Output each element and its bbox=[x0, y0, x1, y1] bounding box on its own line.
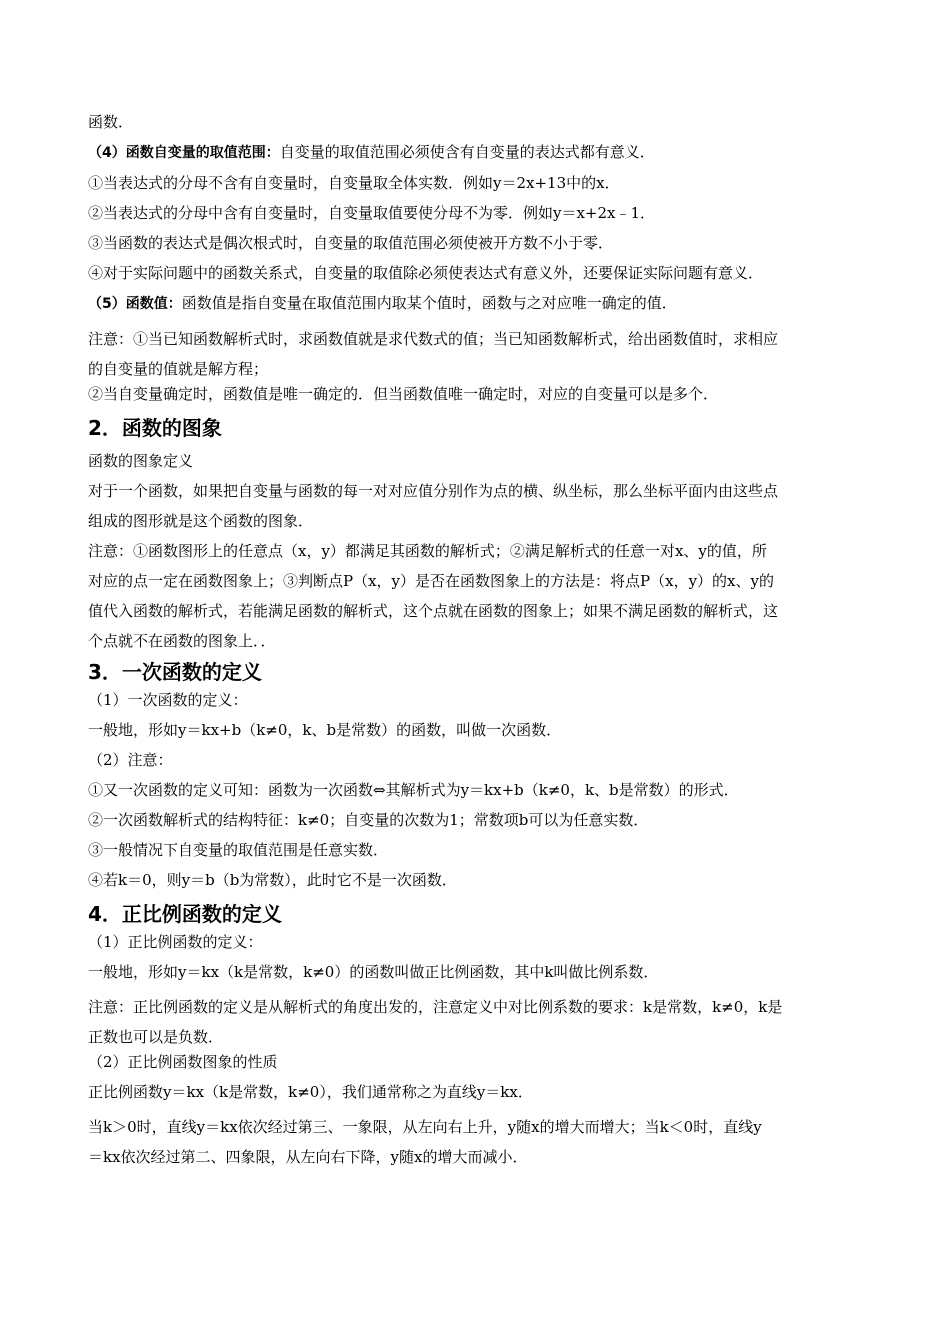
document-page bbox=[88, 112, 868, 1172]
sec2-note-line-3: 值代入函数的解析式，若能满足函数的解析式，这个点就在函数的图象上；如果不满足函数的解析式，这 bbox=[88, 602, 779, 620]
sec2-def-line-1: 对于一个函数，如果把自变量与函数的每一对对应值分别作为点的横、纵坐标，那么坐标平面内由这些点 bbox=[88, 482, 779, 500]
sec1-p5-text: 函数值是指自变量在取值范围内取某个值时，函数与之对应唯一确定的值． bbox=[181, 294, 677, 312]
sec2-def-line-2: 组成的图形就是这个函数的图象． bbox=[88, 512, 314, 530]
sec2-note-line-4: 个点就不在函数的图象上．． bbox=[88, 632, 276, 650]
sec3-title: 3．一次函数的定义 bbox=[88, 660, 262, 684]
sec3-item-4: ④若k＝0，则y＝b（b为常数），此时它不是一次函数． bbox=[88, 871, 457, 889]
sec2-note-line-2: 对应的点一定在函数图象上；③判断点P（x，y）是否在函数图象上的方法是：将点P（x，y）的x、y的 bbox=[88, 572, 774, 590]
sec4-note-line-2: 正数也可以是负数． bbox=[88, 1028, 224, 1046]
sec4-sub-2: （2）正比例函数图象的性质 bbox=[88, 1053, 278, 1071]
sec1-note bbox=[88, 324, 868, 384]
sec3-sub-2: （2）注意： bbox=[88, 751, 173, 769]
sec4-prop-2-line-2: ＝kx依次经过第二、四象限，从左向右下降，y随x的增大而减小． bbox=[88, 1148, 528, 1166]
sec4-prop-1: 正比例函数y＝kx（k是常数，k≠0），我们通常称之为直线y＝kx． bbox=[88, 1083, 533, 1101]
sec1-note-line-2: 的自变量的值就是解方程； bbox=[88, 360, 269, 378]
sec2-body bbox=[88, 446, 868, 656]
sec1-item-3: ③当函数的表达式是偶次根式时，自变量的取值范围必须使被开方数不小于零． bbox=[88, 234, 614, 252]
sec1-p5-heading: （5）函数值： bbox=[88, 296, 182, 312]
sec2-note-line-1: 注意：①函数图形上的任意点（x，y）都满足其函数的解析式；②满足解析式的任意一对x、y的值，所 bbox=[88, 542, 767, 560]
intro-continuation: 函数． bbox=[88, 113, 134, 131]
sec1-item-4: ④对于实际问题中的函数关系式，自变量的取值除必须使表达式有意义外，还要保证实际问题有意义． bbox=[88, 264, 764, 282]
sec1-item-1: ①当表达式的分母不含有自变量时，自变量取全体实数．例如y＝2x+13中的x． bbox=[88, 174, 620, 192]
sec2-title: 2．函数的图象 bbox=[88, 416, 222, 440]
sec1-p4-heading: （4）函数自变量的取值范围： bbox=[88, 145, 280, 161]
sec1-note-line-1: 注意：①当已知函数解析式时，求函数值就是求代数式的值；当已知函数解析式，给出函数值时，求相应 bbox=[88, 330, 779, 348]
sec4-title: 4．正比例函数的定义 bbox=[88, 902, 282, 926]
sec3-def: 一般地，形如y＝kx+b（k≠0，k、b是常数）的函数，叫做一次函数． bbox=[88, 721, 562, 739]
sec1-item-2: ②当表达式的分母中含有自变量时，自变量取值要使分母不为零．例如y＝x+2x﹣1． bbox=[88, 204, 656, 222]
sec1-note-item-2: ②当自变量确定时，函数值是唯一确定的．但当函数值唯一确定时，对应的自变量可以是多个． bbox=[88, 385, 719, 403]
sec4-note bbox=[88, 992, 868, 1052]
sec4-sub-1: （1）正比例函数的定义： bbox=[88, 933, 263, 951]
sec4-def: 一般地，形如y＝kx（k是常数，k≠0）的函数叫做正比例函数，其中k叫做比例系数． bbox=[88, 963, 659, 981]
sec1-p5 bbox=[88, 293, 868, 315]
sec1-p4 bbox=[88, 142, 868, 164]
sec3-item-3: ③一般情况下自变量的取值范围是任意实数． bbox=[88, 841, 389, 859]
sec4-prop-2-line-1: 当k＞0时，直线y＝kx依次经过第三、一象限，从左向右上升，y随x的增大而增大；当k＜0时，直线y bbox=[88, 1118, 762, 1136]
sec3-sub-1: （1）一次函数的定义： bbox=[88, 691, 248, 709]
sec3-item-1: ①又一次函数的定义可知：函数为一次函数⇔其解析式为y＝kx+b（k≠0，k、b是常数）的形式． bbox=[88, 781, 739, 799]
sec3-item-2: ②一次函数解析式的结构特征：k≠0；自变量的次数为1；常数项b可以为任意实数． bbox=[88, 811, 649, 829]
sec4-note-line-1: 注意：正比例函数的定义是从解析式的角度出发的，注意定义中对比例系数的要求：k是常数，k≠0，k是 bbox=[88, 998, 783, 1016]
sec4-prop-2 bbox=[88, 1112, 868, 1172]
sec1-p4-text: 自变量的取值范围必须使含有自变量的表达式都有意义． bbox=[279, 143, 655, 161]
sec2-subtitle: 函数的图象定义 bbox=[88, 452, 194, 470]
